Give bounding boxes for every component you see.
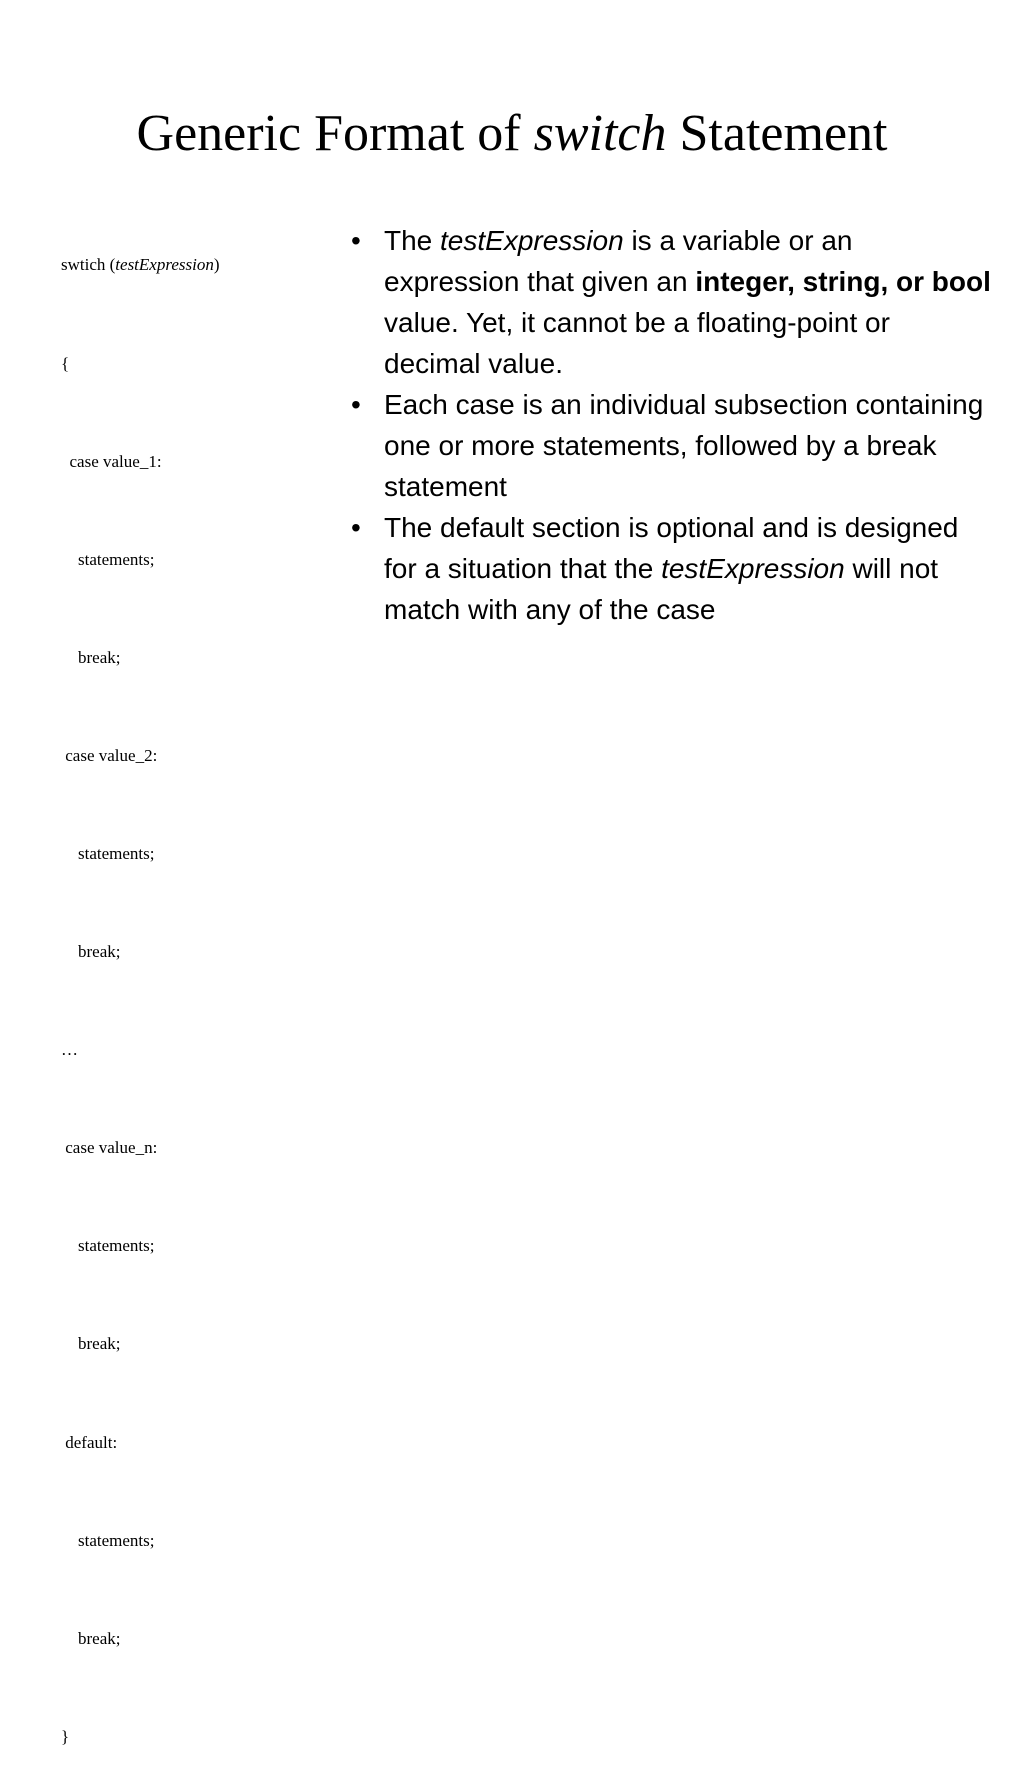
switch-code-template [61,184,341,1786]
code-line-case-n-statements: statements; [78,1236,155,1256]
code-line-case-n: case value_n: [65,1138,158,1158]
code-line-case-n-break: break; [78,1334,121,1354]
bullet-default-section: • The default section is optional and is designed for a situation that the testExpression will not match with any of the case [351,507,991,630]
code-line-switch-header: swtich (testExpression) [61,255,220,275]
code-line-case-1: case value_1: [69,451,162,471]
bullet-case-subsection: • Each case is an individual subsection containing one or more statements, followed by a break statement [351,384,991,507]
code-line-case-2-statements: statements; [78,843,155,863]
title-part-1: Generic Format of [136,105,534,162]
code-line-case-2-break: break; [78,942,121,962]
code-line-case-2: case value_2: [65,745,158,765]
code-line-default-break: break; [78,1628,121,1648]
bullet-test-expression: • The testExpression is a variable or an expression that given an integer, string, or bool value. Yet, it cannot be a floating-point or decimal value. [351,220,991,384]
title-part-2: Statement [666,105,888,162]
code-line-case-1-statements: statements; [78,549,155,569]
code-line-open-brace: { [61,353,70,373]
code-line-default-statements: statements; [78,1530,155,1550]
code-line-case-1-break: break; [78,647,121,667]
explanation-bullet-list [351,220,991,630]
title-keyword: switch [533,105,667,162]
code-test-expression: testExpression [115,255,214,275]
code-line-ellipsis: … [61,1040,78,1060]
code-line-default: default: [65,1432,118,1452]
bullet-marker: • [351,512,361,543]
bullet-marker: • [351,389,361,420]
bullet-marker: • [351,225,361,256]
code-line-close-brace: } [61,1726,70,1746]
slide-title [0,102,1024,166]
